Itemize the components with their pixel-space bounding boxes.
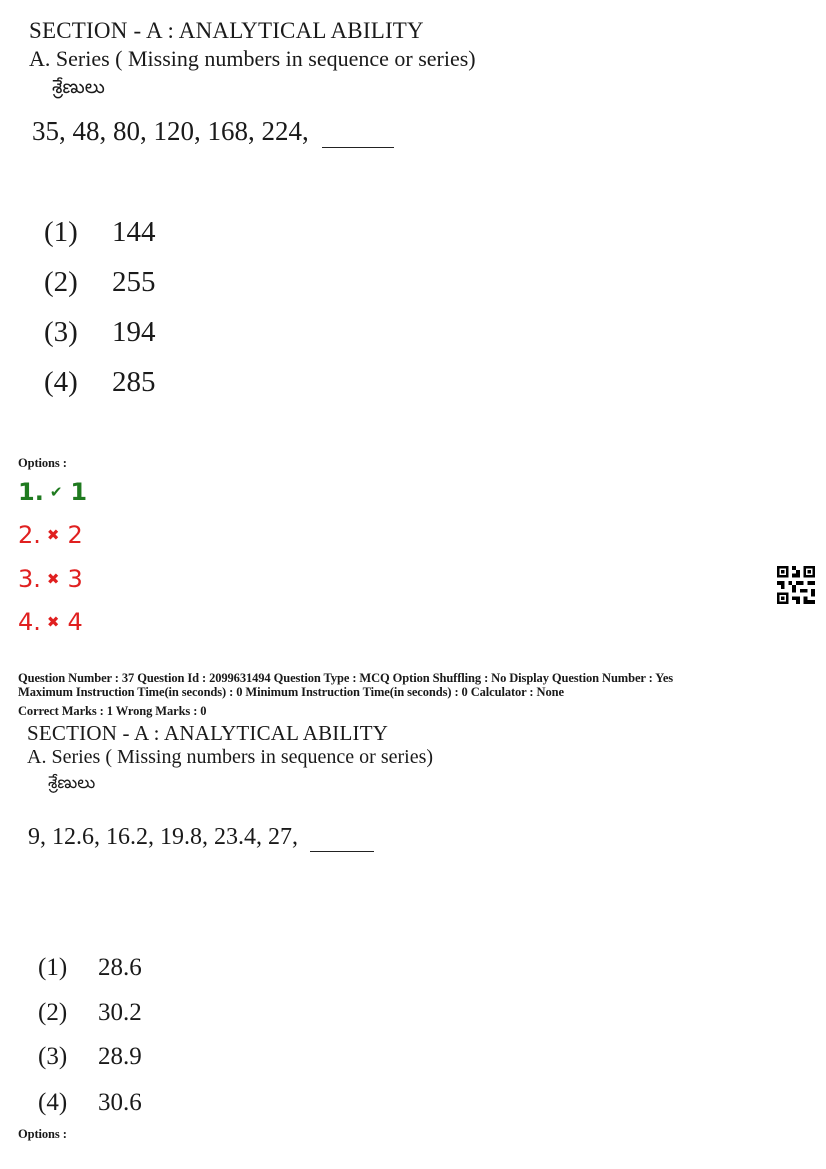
- choice-value: 255: [112, 266, 156, 298]
- cross-icon: ✖: [46, 570, 60, 588]
- answer-option-2: [18, 521, 83, 549]
- choice-number: (2): [38, 999, 68, 1026]
- choice-value: 144: [112, 216, 156, 248]
- q1-choice-1: [44, 216, 156, 249]
- q2-telugu-label: శ్రేణులు: [48, 773, 96, 793]
- cross-icon: ✖: [46, 613, 60, 631]
- choice-number: (3): [44, 316, 78, 348]
- answer-value: 1: [70, 478, 88, 506]
- question-meta-line-1: Question Number : 37 Question Id : 2099631494 Question Type : MCQ Option Shuffling : No Display Question Number : Yes: [18, 671, 674, 685]
- check-icon: ✔: [49, 483, 63, 501]
- q1-choice-4: [44, 366, 156, 399]
- choice-number: (1): [44, 216, 78, 248]
- answer-option-4: [18, 608, 83, 636]
- choice-number: (2): [44, 266, 78, 298]
- answer-index: 1.: [18, 478, 44, 506]
- answer-option-1: [18, 478, 87, 506]
- qr-code-icon: [776, 566, 816, 604]
- q1-series: [32, 116, 394, 148]
- choice-value: 30.2: [98, 999, 142, 1026]
- q2-series: [28, 824, 374, 852]
- q2-choice-3: [38, 1043, 142, 1071]
- answer-value: 3: [67, 565, 83, 593]
- q1-series-text: 35, 48, 80, 120, 168, 224,: [32, 116, 309, 146]
- choice-number: (4): [38, 1089, 68, 1116]
- q2-choice-1: [38, 954, 142, 982]
- q2-sub-title: A. Series ( Missing numbers in sequence or series): [27, 746, 434, 768]
- question-meta-line-3: Correct Marks : 1 Wrong Marks : 0: [18, 704, 207, 718]
- choice-value: 28.9: [98, 1043, 142, 1070]
- choice-number: (3): [38, 1043, 68, 1070]
- choice-value: 28.6: [98, 954, 142, 981]
- q1-section-title: SECTION - A : ANALYTICAL ABILITY: [29, 18, 424, 43]
- q2-choice-2: [38, 999, 142, 1027]
- answer-value: 4: [67, 608, 83, 636]
- q2-blank: [310, 824, 374, 852]
- answer-value: 2: [67, 521, 83, 549]
- cross-icon: ✖: [46, 526, 60, 544]
- choice-value: 30.6: [98, 1089, 142, 1116]
- q2-section-title: SECTION - A : ANALYTICAL ABILITY: [27, 721, 389, 745]
- q2-options-label: Options :: [18, 1127, 67, 1141]
- answer-index: 4.: [18, 608, 41, 636]
- q1-blank: [322, 116, 394, 148]
- choice-value: 194: [112, 316, 156, 348]
- question-meta-line-2: Maximum Instruction Time(in seconds) : 0 Minimum Instruction Time(in seconds) : 0 Calculator : None: [18, 685, 564, 699]
- choice-number: (1): [38, 954, 68, 981]
- q2-choice-4: [38, 1089, 142, 1117]
- q1-telugu-label: శ్రేణులు: [52, 76, 105, 98]
- answer-index: 2.: [18, 521, 41, 549]
- answer-index: 3.: [18, 565, 41, 593]
- q2-series-text: 9, 12.6, 16.2, 19.8, 23.4, 27,: [28, 824, 298, 850]
- choice-value: 285: [112, 366, 156, 398]
- answer-option-3: [18, 565, 83, 593]
- choice-number: (4): [44, 366, 78, 398]
- q1-sub-title: A. Series ( Missing numbers in sequence or series): [29, 46, 476, 71]
- q1-choice-2: [44, 266, 156, 299]
- q1-choice-3: [44, 316, 156, 349]
- q1-options-label: Options :: [18, 456, 67, 470]
